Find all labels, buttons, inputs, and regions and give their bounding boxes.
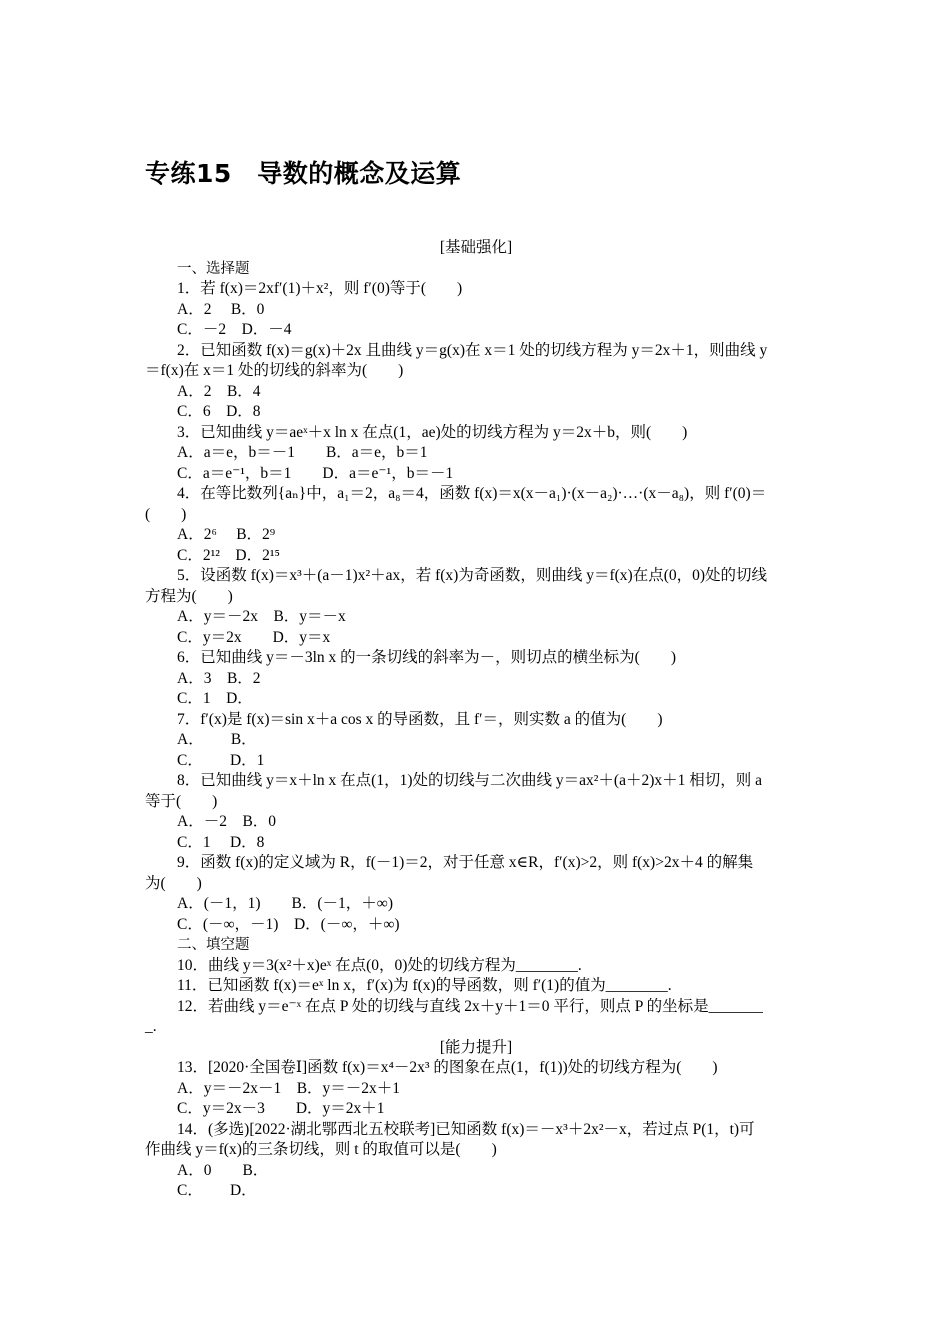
worksheet-body	[145, 238, 807, 1202]
question-line: 9．函数 f(x)的定义域为 R，f(－1)＝2，对于任意 x∈R，f′(x)>2，则 f(x)>2x＋4 的解集	[177, 854, 754, 871]
question-line: 10．曲线 y＝3(x²＋x)eˣ 在点(0，0)处的切线方程为________.	[177, 956, 582, 974]
option-line: A．0 B．	[177, 1161, 269, 1179]
question-line: 8．已知曲线 y＝x＋ln x 在点(1，1)处的切线与二次曲线 y＝ax²＋(a＋2)x＋1 相切，则 a	[177, 772, 762, 789]
question-line: 2．已知函数 f(x)＝g(x)＋2x 且曲线 y＝g(x)在 x＝1 处的切线方程为 y＝2x＋1，则曲线 y	[177, 341, 768, 359]
option-line: A．2 B．4	[177, 382, 261, 400]
option-line: C．y＝2x－3 D．y＝2x＋1	[177, 1100, 385, 1117]
option-line: C． D．	[177, 1182, 257, 1199]
section-basic: [基础强化]	[439, 239, 513, 256]
option-line: A．y＝－2x－1 B．y＝－2x＋1	[177, 1079, 401, 1097]
question-line: 13．[2020·全国卷Ⅰ]函数 f(x)＝x⁴－2x³ 的图象在点(1，f(1))处的切线方程为( )	[177, 1059, 718, 1076]
option-line: C．a＝e⁻¹，b＝1 D．a＝e⁻¹，b＝－1	[177, 464, 454, 482]
option-line: C．y＝2x D．y＝x	[177, 628, 331, 646]
question-list	[145, 279, 807, 1202]
option-line: A．y＝－2x B．y＝－x	[177, 608, 346, 625]
option-line: A．(－1，1) B．(－1，＋∞)	[177, 895, 393, 912]
choice-heading: 一、选择题	[177, 260, 250, 277]
question-continuation: 为( )	[145, 874, 202, 892]
option-line: C． D．1	[177, 751, 265, 769]
section-advanced: [能力提升]	[439, 1038, 513, 1056]
option-line: A．2⁶ B．2⁹	[177, 526, 276, 543]
question-continuation: ＝f(x)在 x＝1 处的切线的斜率为( )	[145, 362, 404, 379]
question-continuation: 作曲线 y＝f(x)的三条切线，则 t 的取值可以是( )	[145, 1141, 497, 1158]
question-line: 6．已知曲线 y＝－3ln x 的一条切线的斜率为－，则切点的横坐标为( )	[177, 649, 677, 666]
option-line: A．2 B．0	[177, 300, 265, 318]
question-line: 1．若 f(x)＝2xf′(1)＋x²，则 f′(0)等于( )	[177, 280, 463, 297]
option-line: A．3 B．2	[177, 669, 261, 687]
option-line: C．6 D．8	[177, 403, 261, 420]
option-line: A．a＝e，b＝－1 B．a＝e，b＝1	[177, 444, 428, 461]
option-line: C．1 D．8	[177, 833, 265, 851]
option-line: C．1 D．	[177, 690, 253, 707]
question-line: 7．f′(x)是 f(x)＝sin x＋a cos x 的导函数，且 f′＝，则实数 a 的值为( )	[177, 710, 663, 728]
option-line: A．－2 B．0	[177, 813, 277, 830]
question-continuation: 等于( )	[145, 792, 218, 810]
question-continuation: 方程为( )	[145, 587, 233, 605]
page-title: 专练15 导数的概念及运算	[145, 159, 462, 188]
question-line: 3．已知曲线 y＝aeˣ＋x ln x 在点(1，ae)处的切线方程为 y＝2x＋b，则( )	[177, 423, 688, 441]
question-line: 5．设函数 f(x)＝x³＋(a－1)x²＋ax，若 f(x)为奇函数，则曲线 y＝f(x)在点(0，0)处的切线	[177, 567, 768, 584]
question-line: 12．若曲线 y＝e⁻ˣ 在点 P 处的切线与直线 2x＋y＋1＝0 平行，则点 P 的坐标是_______	[177, 997, 763, 1015]
question-continuation: ( )	[145, 505, 187, 523]
option-line: C．－2 D．－4	[177, 321, 292, 338]
question-line: 11．已知函数 f(x)＝eˣ ln x，f′(x)为 f(x)的导函数，则 f′(1)的值为________.	[177, 977, 672, 994]
question-line: 14．(多选)[2022·湖北鄂西北五校联考]已知函数 f(x)＝－x³＋2x²－x，若过点 P(1，t)可	[177, 1120, 755, 1138]
option-line: C．(－∞，－1) D．(－∞，＋∞)	[177, 915, 400, 933]
fill-heading: 二、填空题	[177, 937, 250, 953]
option-line: C．2¹² D．2¹⁵	[177, 546, 280, 564]
option-line: A． B．	[177, 731, 257, 748]
question-line: 4．在等比数列{aₙ}中，a₁＝2，a₈＝4，函数 f(x)＝x(x－a₁)·(x－a₂)·…·(x－a₈)，则 f′(0)＝	[177, 485, 767, 502]
question-continuation: _.	[145, 1018, 157, 1035]
